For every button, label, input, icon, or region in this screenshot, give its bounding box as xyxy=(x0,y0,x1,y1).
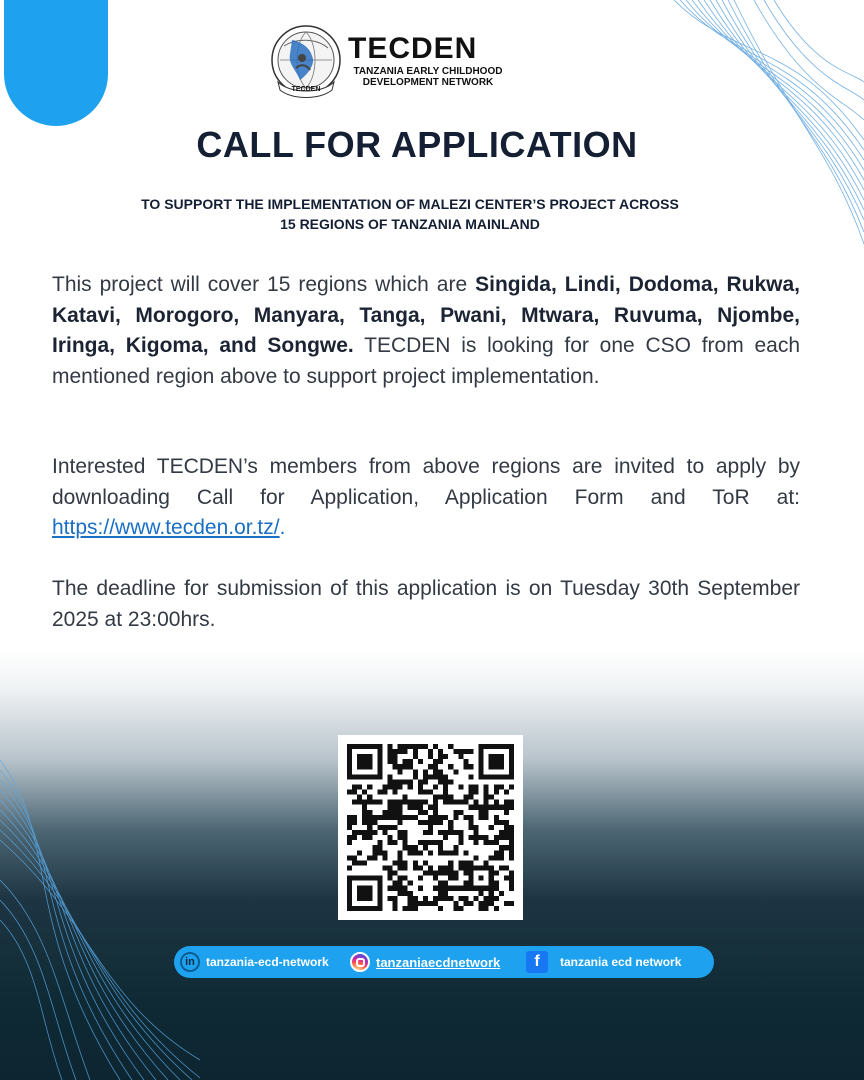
regions-list: Singida, Lindi, Dodoma, Rukwa, Katavi, Morogoro, Manyara, Tanga, Pwani, Mtwara, Ruvuma, Njombe, Iringa, Kigoma, and Songwe. xyxy=(52,273,800,357)
regions-paragraph xyxy=(52,270,800,392)
logo-subtitle-line1: TANZANIA EARLY CHILDHOOD xyxy=(353,66,503,77)
tecden-website-link[interactable]: https://www.tecden.or.tz/ xyxy=(52,516,280,539)
instagram-link[interactable] xyxy=(350,946,500,978)
facebook-icon: f xyxy=(526,951,548,973)
apply-text: Interested TECDEN’s members from above regions are invited to apply by downloading Call for Application, Application Form and ToR at: xyxy=(52,455,800,509)
tecden-logo xyxy=(266,24,506,102)
logo-ring-text: TECDEN xyxy=(291,86,321,93)
apply-paragraph xyxy=(52,452,800,544)
logo-subtitle-line2: DEVELOPMENT NETWORK xyxy=(362,77,494,88)
social-media-bar xyxy=(174,946,714,978)
link-period: . xyxy=(279,516,286,539)
subtitle-line2: 15 REGIONS OF TANZANIA MAINLAND xyxy=(280,216,540,232)
regions-intro: This project will cover 15 regions which are xyxy=(52,273,476,296)
page-title: CALL FOR APPLICATION xyxy=(196,124,638,165)
regions-rest: TECDEN is looking for one CSO from each mentioned region above to support project implementation. xyxy=(52,334,800,388)
deadline-paragraph: The deadline for submission of this application is on Tuesday 30th September 2025 at 23:00hrs. xyxy=(52,577,800,631)
subtitle-line1: TO SUPPORT THE IMPLEMENTATION OF MALEZI CENTER’S PROJECT ACROSS xyxy=(141,196,679,212)
decorative-blue-blob xyxy=(4,0,108,126)
decorative-wave-lines-bottom-left xyxy=(0,760,200,1080)
linkedin-link[interactable] xyxy=(180,946,329,978)
qr-code-pattern xyxy=(347,744,514,911)
facebook-link[interactable] xyxy=(526,946,681,978)
logo-name: TECDEN xyxy=(348,32,478,65)
qr-code[interactable] xyxy=(338,735,523,920)
linkedin-icon: in xyxy=(180,952,200,972)
linkedin-label: tanzania-ecd-network xyxy=(206,955,329,969)
page-subtitle xyxy=(60,194,760,234)
facebook-label: tanzania ecd network xyxy=(560,955,682,969)
logo-subtitle xyxy=(348,66,508,88)
instagram-label: tanzaniaecdnetwork xyxy=(376,954,501,970)
instagram-icon xyxy=(350,952,370,972)
